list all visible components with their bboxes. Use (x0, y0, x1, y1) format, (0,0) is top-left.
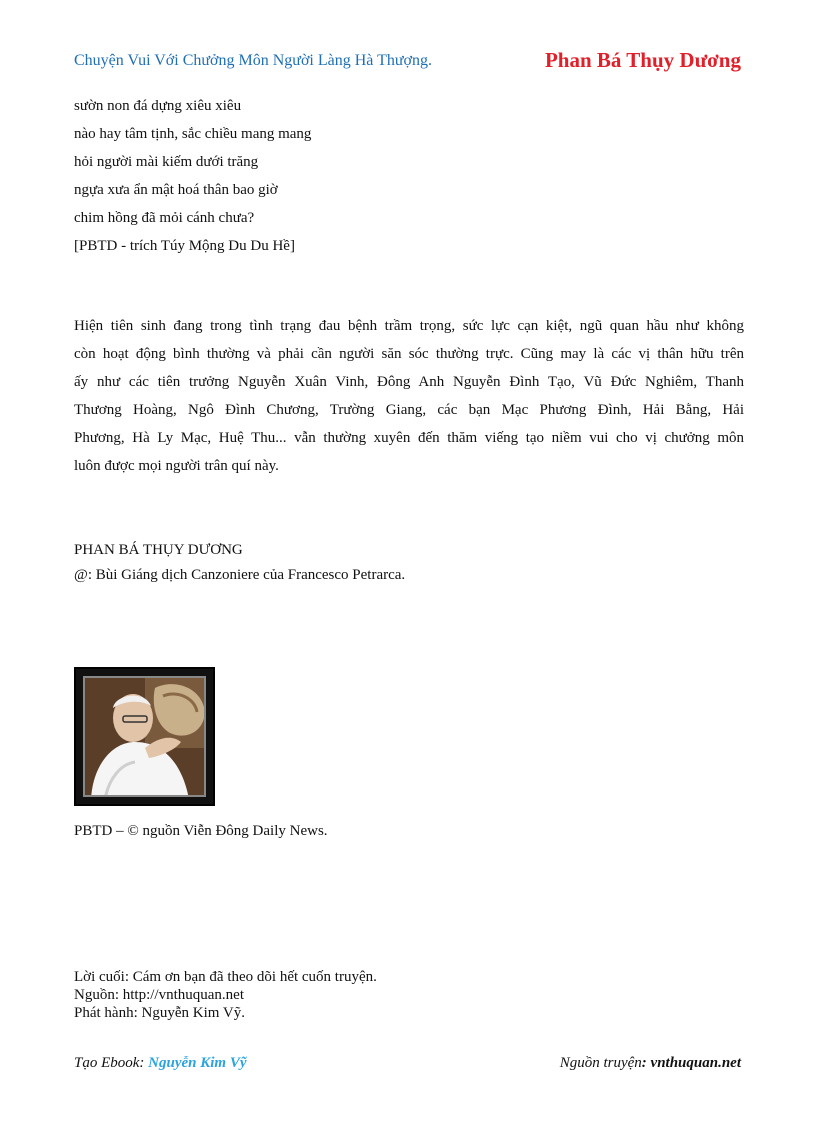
poem-line: sườn non đá dựng xiêu xiêu (74, 98, 242, 114)
photo-image (83, 676, 206, 797)
paragraph-line: Phương, Hà Ly Mạc, Huệ Thu... vẫn thường xuyên đến thăm viếng tạo niềm vui cho vị chưởng môn (74, 430, 744, 446)
paragraph-line: ấy như các tiên trưởng Nguyễn Xuân Vinh, Đông Anh Nguyễn Đình Tạo, Vũ Đức Nghiêm, Thanh (74, 374, 744, 390)
paragraph-line: Thương Hoàng, Ngô Đình Chương, Trường Giang, các bạn Mạc Phương Đình, Hải Bằng, Hải (74, 402, 744, 418)
footer-ebook-creator-link[interactable]: Nguyễn Kim Vỹ (148, 1055, 247, 1071)
header-author: Phan Bá Thụy Dương (544, 48, 741, 72)
header-title: Chuyện Vui Với Chưởng Môn Người Làng Hà Thượng. (74, 52, 433, 69)
footer-separator: : (641, 1055, 651, 1071)
poem-line: ngựa xưa ẩn mật hoá thân bao giờ (74, 182, 278, 198)
closing-line: Lời cuối: Cám ơn bạn đã theo dõi hết cuốn truyện. (74, 969, 377, 985)
footer-source-value[interactable]: vnthuquan.net (650, 1055, 741, 1071)
poem-line: hỏi người mài kiếm dưới trăng (74, 154, 259, 170)
portrait-illustration (85, 678, 206, 797)
closing-notes (74, 968, 377, 1022)
photo-caption: PBTD – © nguồn Viễn Đông Daily News. (74, 823, 328, 839)
poem-source: [PBTD - trích Túy Mộng Du Du Hề] (74, 238, 295, 254)
paragraph-line: Hiện tiên sinh đang trong tình trạng đau bệnh trầm trọng, sức lực cạn kiệt, ngũ quan hầu như không (74, 318, 744, 334)
author-photo (74, 667, 215, 806)
poem-line: nào hay tâm tịnh, sắc chiều mang mang (74, 126, 312, 142)
poem (74, 92, 311, 260)
paragraph-line: còn hoạt động bình thường và phải cần người săn sóc thường trực. Cũng may là các vị thân hữu trên (74, 346, 744, 362)
footer-ebook-credit (74, 1055, 247, 1072)
paragraph-line: luôn được mọi người trân quí này. (74, 458, 279, 474)
footer-separator: : (139, 1055, 149, 1071)
body-paragraph (74, 312, 744, 480)
source-line: Nguồn: http://vnthuquan.net (74, 987, 244, 1003)
author-signature: PHAN BÁ THỤY DƯƠNG (74, 542, 243, 558)
publisher-line: Phát hành: Nguyễn Kim Vỹ. (74, 1005, 245, 1021)
footer-ebook-label: Tạo Ebook (74, 1055, 140, 1071)
poem-line: chim hồng đã mỏi cánh chưa? (74, 210, 255, 226)
translation-note: @: Bùi Giáng dịch Canzoniere của Francesco Petrarca. (74, 567, 406, 583)
footer-source-credit (560, 1055, 741, 1072)
footer-source-label: Nguồn truyện (559, 1055, 642, 1071)
